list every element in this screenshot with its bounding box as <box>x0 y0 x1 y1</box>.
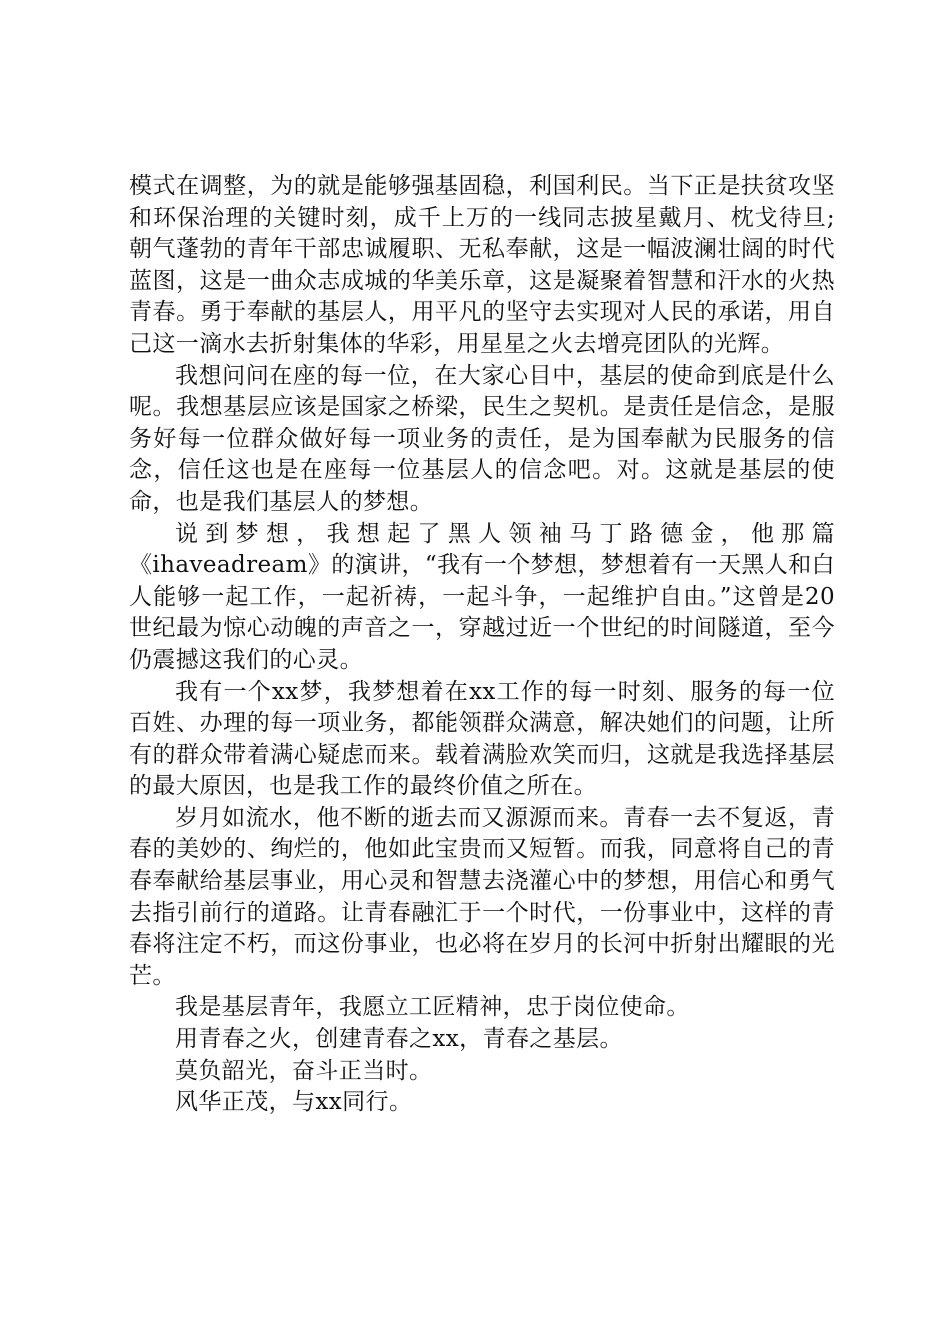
paragraph-closing-4: 风华正茂，与xx同行。 <box>175 1089 413 1116</box>
paragraph-dream-quote: 说到梦想，我想起了黑人领袖马丁路德金，他那篇《ihaveadream》的演讲，“我有一个梦想，梦想着有一天黑人和白人能够一起工作，一起祈祷，一起斗争，一起维护自由。”这曾是20世纪最为惊心动魄的声音之一，穿越过近一个世纪的时间隧道，至今仍震撼这我们的心灵。 <box>129 520 835 673</box>
paragraph-closing-3: 莫负韶光，奋斗正当时。 <box>175 1057 433 1084</box>
document-body <box>129 171 835 1119</box>
paragraph-closing-1: 我是基层青年，我愿立工匠精神，忠于岗位使命。 <box>175 994 690 1021</box>
paragraph-closing-2: 用青春之火，创建青春之xx，青春之基层。 <box>175 1026 623 1053</box>
paragraph-mission: 我想问问在座的每一位，在大家心目中，基层的使命到底是什么呢。我想基层应该是国家之桥梁，民生之契机。是责任是信念，是服务好每一位群众做好每一项业务的责任，是为国奉献为民服务的信念，信任这也是在座每一位基层人的信念吧。对。这就是基层的使命，也是我们基层人的梦想。 <box>129 362 835 515</box>
paragraph-xx-dream: 我有一个xx梦，我梦想着在xx工作的每一时刻、服务的每一位百姓、办理的每一项业务，都能领群众满意，解决她们的问题，让所有的群众带着满心疑虑而来。载着满脸欢笑而归，这就是我选择基层的最大原因，也是我工作的最终价值之所在。 <box>129 678 835 800</box>
paragraph-continuation: 模式在调整，为的就是能够强基固稳，利国利民。当下正是扶贫攻坚和环保治理的关键时刻，成千上万的一线同志披星戴月、枕戈待旦;朝气蓬勃的青年干部忠诚履职、无私奉献，这是一幅波澜壮阔的时代蓝图，这是一曲众志成城的华美乐章，这是凝聚着智慧和汗水的火热青春。勇于奉献的基层人，用平凡的坚守去实现对人民的承诺，用自己这一滴水去折射集体的华彩，用星星之火去增亮团队的光辉。 <box>129 173 835 357</box>
paragraph-youth: 岁月如流水，他不断的逝去而又源源而来。青春一去不复返，青春的美妙的、绚烂的，他如此宝贵而又短暂。而我，同意将自己的青春奉献给基层事业，用心灵和智慧去浇灌心中的梦想，用信心和勇气去指引前行的道路。让青春融汇于一个时代，一份事业中，这样的青春将注定不朽，而这份事业，也必将在岁月的长河中折射出耀眼的光芒。 <box>129 804 835 989</box>
